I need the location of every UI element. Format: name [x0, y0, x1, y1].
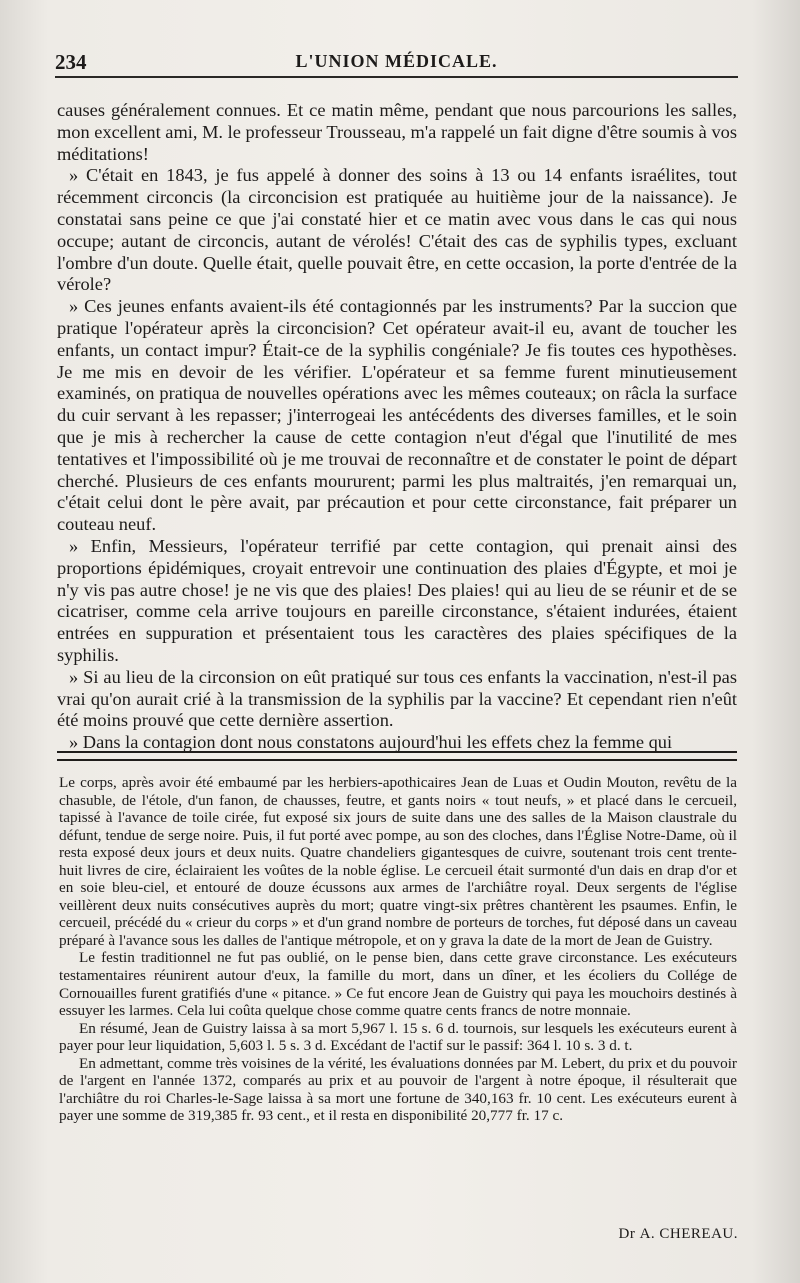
paragraph: » Si au lieu de la circonsion on eût pratiqué sur tous ces enfants la vaccination, n'est-il pas vrai qu'on aurait crié à la transmission de la syphilis par la vaccine? Et cependant rien n'eût été moins prouvé que cette dernière assertion. — [57, 666, 737, 731]
footnote-divider — [57, 751, 737, 761]
author-signature — [619, 1226, 739, 1243]
paragraph: » Dans la contagion dont nous constatons aujourd'hui les effets chez la femme qui — [69, 732, 673, 753]
footnote-paragraph: Le festin traditionnel ne fut pas oublié, on le pense bien, dans cette grave circonstance. Les exécuteurs testamentaires réunirent autour d'eux, la famille du mort, dans un dîner, et les écoliers du Collége de Cornouailles furent gratifiés d'une « pitance. » Ce fut encore Jean de Guistry qui paya les mouchoirs destinés à essuyer les larmes. Cela lui coûta quelque chose comme quatre cents francs de notre monnaie. — [59, 949, 737, 1020]
signature-title: Dr — [618, 1226, 636, 1242]
paragraph: » Enfin, Messieurs, l'opérateur terrifié par cette contagion, qui prenait ainsi des proportions épidémiques, croyait entrevoir une continuation des plaies d'Égypte, et moi je n'y vis pas autre chose! je ne vis que des plaies! Des plaies! qui au lieu de se réunir et de se cicatriser, comme cela arrive toujours en pareille circonstance, s'étaient indurées, étaient entrées en suppuration et présentaient tous les caractères des plaies spécifiques de la syphilis. — [57, 535, 737, 665]
page-number: 234 — [55, 50, 87, 74]
signature-name: A. CHEREAU. — [639, 1226, 738, 1242]
footnote-paragraph: En admettant, comme très voisines de la vérité, les évaluations données par M. Lebert, du prix et du pouvoir de l'argent en l'année 1372, comparés au prix et au pouvoir de l'argent à notre époque, il résulterait que l'archiâtre du roi Charles-le-Sage laissa à sa mort une fortune de 340,163 fr. 10 cent. Les exécuteurs eurent à payer une somme de 319,385 fr. 93 cent., et il resta en disponibilité 20,777 fr. 17 c. — [59, 1054, 737, 1125]
running-title: L'UNION MÉDICALE. — [295, 51, 498, 71]
footnote — [59, 774, 737, 1125]
main-text — [57, 100, 737, 754]
paragraph: » C'était en 1843, je fus appelé à donner des soins à 13 ou 14 enfants israélites, tout récemment circoncis (la circoncision est pratiquée au huitième jour de la naissance). Je constatai sans peine ce que j'ai constaté hier et ce matin avec vous dans le cas qui nous occupe; autant de circoncis, autant de vérolés! C'était des cas de syphilis types, excluant l'ombre d'un doute. Quelle était, quelle pouvait être, en cette occasion, la porte d'entrée de la vérole? — [57, 165, 737, 295]
page-header — [55, 46, 738, 78]
paragraph: causes généralement connues. Et ce matin même, pendant que nous parcourions les salles, mon excellent ami, M. le professeur Trousseau, m'a rappelé un fait digne d'être soumis à vos méditations! — [57, 100, 737, 164]
footnote-paragraph: Le corps, après avoir été embaumé par les herbiers-apothicaires Jean de Luas et Oudin Mouton, revêtu de la chasuble, de l'étole, d'un fanon, de chausses, feutre, et gants noirs « tout neufs, » et placé dans le cercueil, tapissé à l'avance de toile cirée, fut exposé six jours de suite dans une des salles de la Maison claustrale du défunt, tendue de serge noire. Puis, il fut porté avec pompe, au son des cloches, dans l'Église Notre-Dame, où il resta exposé deux jours et deux nuits. Quatre chandeliers gigantesques de cuivre, soutenant trois cent trente-huit livres de cire, éclairaient les voûtes de la noble église. Le cercueil était surmonté d'un dais en drap d'or et en soie bleu-ciel, et entouré de douze écussons aux armes de l'archiâtre royal. Deux sergents de l'église veillèrent deux nuits consécutives auprès du mort; quatre vingt-six prêtres chantèrent les psaumes. Enfin, le cercueil, précédé du « crieur du corps » et d'un grand nombre de porteurs de torches, fut déposé dans un caveau préparé à l'avance sous les dalles de l'antique métropole, et on y grava la date de la mort de Jean de Guistry. — [59, 774, 737, 949]
paragraph: » Ces jeunes enfants avaient-ils été contagionnés par les instruments? Par la succion que pratique l'opérateur après la circoncision? Cet opérateur avait-il eu, avant de toucher les enfants, un contact impur? Était-ce de la syphilis congéniale? Je fis toutes ces hypothèses. Je me mis en devoir de les vérifier. L'opérateur et sa femme furent minutieusement examinés, on pratiqua de nouvelles opérations avec les mêmes couteaux; on râcla la surface du cuir servant à les repasser; j'interrogeai les antécédents des diverses familles, et le soin que je mis à rechercher la cause de cette contagion n'eut d'égal que l'inutilité de mes tentatives et l'impossibilité où je me trouvai de reconnaître et de constater le point de départ cherché. Plusieurs de ces enfants moururent; parmi les plus maltraités, j'en remarquai un, c'était celui dont le père avait, par précaution et pour cette circonstance, fait préparer un couteau neuf. — [57, 296, 737, 535]
footnote-paragraph: En résumé, Jean de Guistry laissa à sa mort 5,967 l. 15 s. 6 d. tournois, sur lesquels les exécuteurs eurent à payer pour leur liquidation, 5,603 l. 5 s. 3 d. Excédant de l'actif sur le passif: 364 l. 10 s. 3 d. t. — [59, 1019, 737, 1055]
